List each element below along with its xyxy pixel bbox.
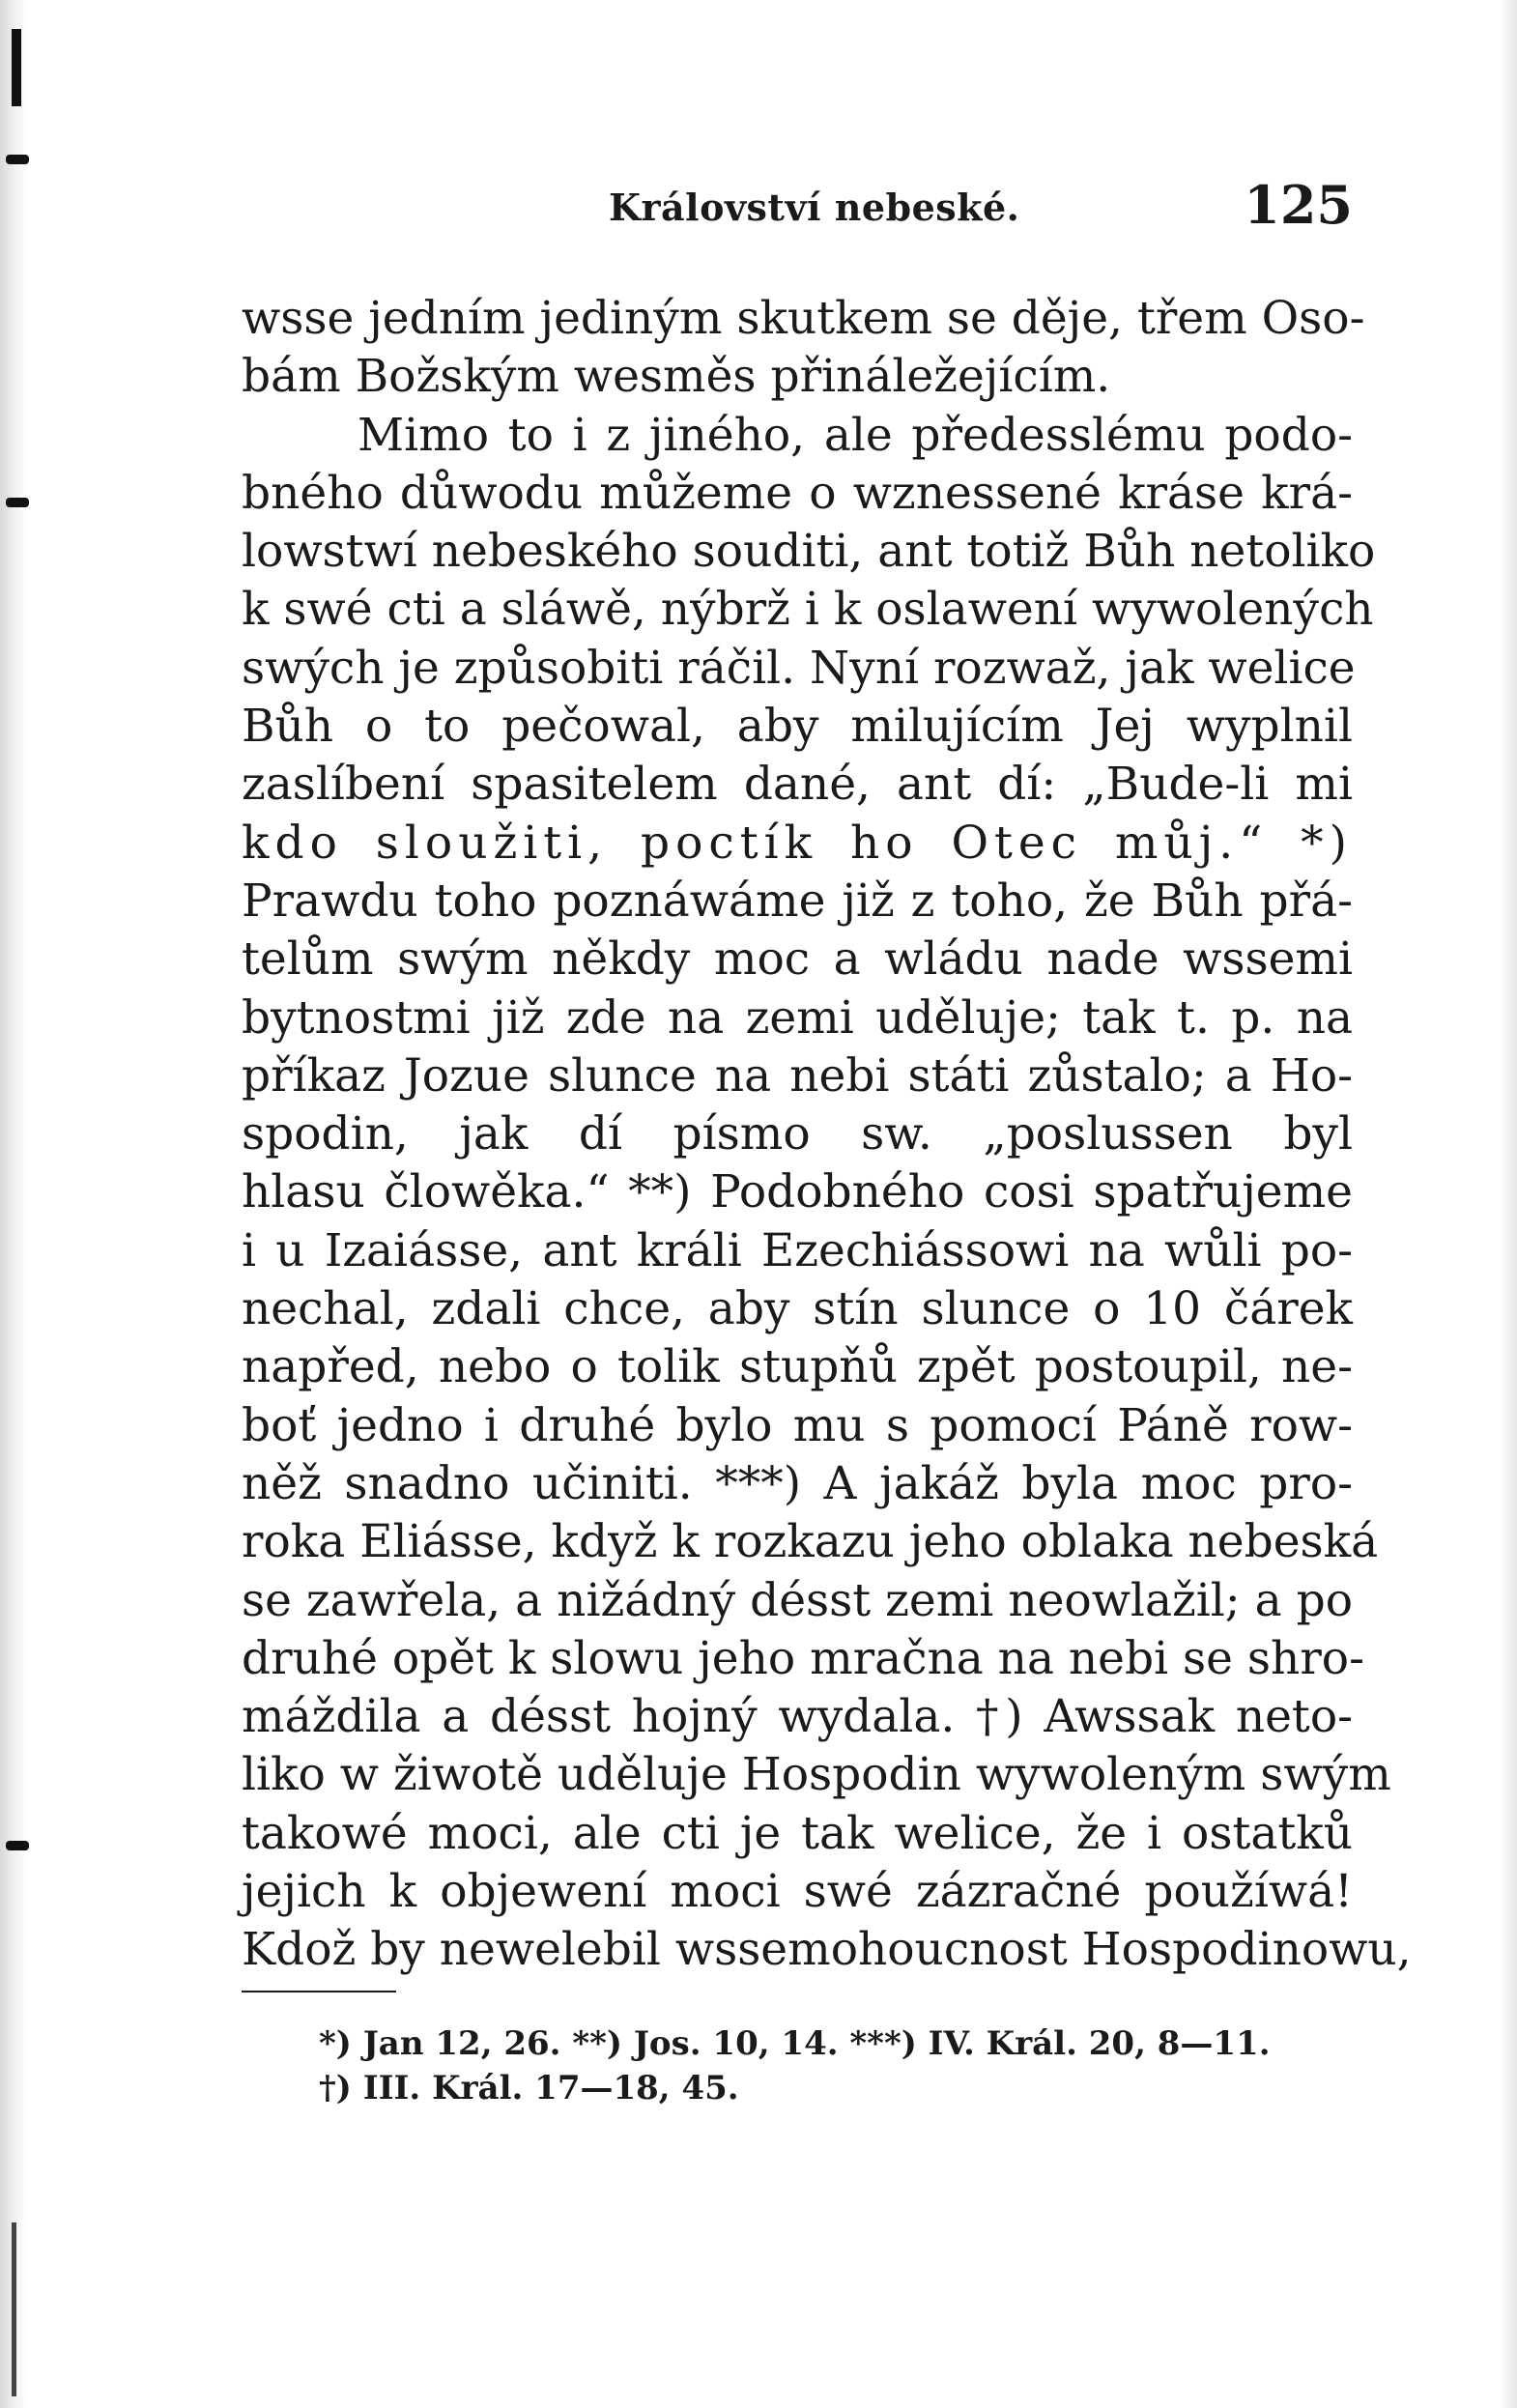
text-line: Prawdu toho poznáwáme již z toho, že Bůh přá- bbox=[242, 874, 1353, 928]
footnote-line: *) Jan 12, 26. **) Jos. 10, 14. ***) IV. Král. 20, 8—11. bbox=[319, 2024, 1271, 2063]
scan-edge-right bbox=[1500, 0, 1517, 2408]
footnotes bbox=[319, 2021, 1353, 2110]
body-text bbox=[242, 290, 1412, 1980]
text-line: Bůh o to pečowal, aby milujícím Jej wyplnil bbox=[242, 700, 1353, 754]
text-line: liko w žiwotě uděluje Hospodin wywoleným swým bbox=[242, 1748, 1391, 1802]
text-line: swých je způsobiti ráčil. Nyní rozwaž, jak welice bbox=[242, 641, 1356, 695]
scan-edge-mark bbox=[6, 1841, 29, 1850]
text-line: lowstwí nebeského souditi, ant totiž Bůh netoliko bbox=[242, 525, 1376, 579]
text-line: nechal, zdali chce, aby stín slunce o 10 čárek bbox=[242, 1282, 1353, 1336]
text-line: roka Eliásse, když k rozkazu jeho oblaka nebeská bbox=[242, 1515, 1379, 1569]
text-line: kdo sloužiti, poctík ho Otec můj.“ *) bbox=[242, 816, 1353, 870]
text-line: se zawřela, a nižádný désst zemi neowlažil; a po bbox=[242, 1573, 1353, 1627]
scan-edge-mark bbox=[12, 2222, 16, 2396]
text-line: hlasu člowěka.“ **) Podobného cosi spatřujeme bbox=[242, 1165, 1353, 1219]
page-header bbox=[242, 174, 1353, 251]
scan-edge-mark bbox=[6, 155, 29, 164]
text-line: příkaz Jozue slunce na nebi státi zůstalo; a Ho- bbox=[242, 1048, 1353, 1103]
text-line: telům swým někdy moc a wládu nade wssemi bbox=[242, 932, 1353, 987]
running-head: Království nebeské. bbox=[609, 186, 1020, 229]
text-line: wsse jedním jediným skutkem se děje, třem Oso- bbox=[242, 292, 1365, 345]
text-line: Mimo to i z jiného, ale předesslému podo- bbox=[358, 408, 1353, 462]
text-line: Kdož by newelebil wssemohoucnost Hospodinowu, bbox=[242, 1923, 1412, 1977]
text-line: máždila a désst hojný wydala. †) Awssak neto- bbox=[242, 1690, 1353, 1744]
scan-edge-mark bbox=[12, 29, 21, 106]
scan-edge-left bbox=[0, 0, 29, 2408]
text-line: zaslíbení spasitelem dané, ant dí: „Bude-li mi bbox=[242, 758, 1353, 812]
text-line: takowé moci, ale cti je tak welice, že i ostatků bbox=[242, 1806, 1353, 1860]
text-line: napřed, nebo o tolik stupňů zpět postoupil, ne- bbox=[242, 1340, 1353, 1394]
text-line: jejich k objewení moci swé zázračné použíwá! bbox=[242, 1865, 1353, 1919]
scan-edge-mark bbox=[6, 498, 29, 507]
text-line: spodin, jak dí písmo sw. „poslussen byl bbox=[242, 1107, 1353, 1161]
text-line: něž snadno učiniti. ***) A jakáž byla moc pro- bbox=[242, 1456, 1353, 1510]
text-line: k swé cti a sláwě, nýbrž i k oslawení wywolených bbox=[242, 583, 1374, 637]
text-line: i u Izaiásse, ant králi Ezechiássowi na wůli po- bbox=[242, 1223, 1353, 1277]
footnote-line: †) III. Král. 17—18, 45. bbox=[319, 2069, 739, 2107]
page-number: 125 bbox=[1244, 174, 1353, 236]
text-line: bytnostmi již zde na zemi uděluje; tak t. p. na bbox=[242, 990, 1353, 1045]
text-line: boť jedno i druhé bylo mu s pomocí Páně row- bbox=[242, 1398, 1353, 1452]
text-line: bám Božským wesměs přináležejícím. bbox=[242, 350, 1111, 404]
text-line: druhé opět k slowu jeho mračna na nebi se shro- bbox=[242, 1631, 1364, 1685]
text-line: bného důwodu můžeme o wznessené kráse krá- bbox=[242, 466, 1353, 520]
footnote-rule bbox=[242, 1991, 396, 1992]
